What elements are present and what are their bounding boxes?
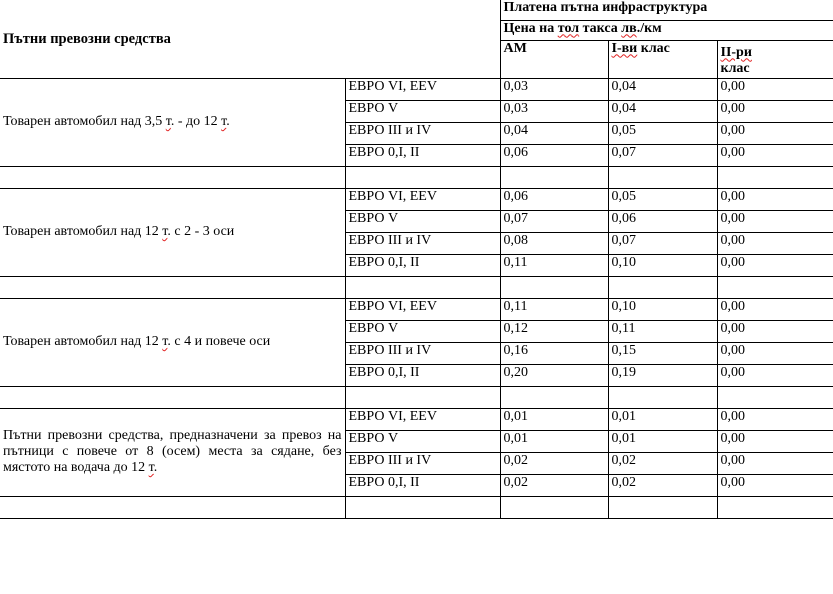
class1-price-cell: 0,07 — [608, 232, 717, 254]
vehicle-type-cell: Товарен автомобил над 12 т. с 4 и повече оси — [0, 298, 345, 386]
class1-price-cell: 0,15 — [608, 342, 717, 364]
spacer-row — [0, 276, 833, 298]
table-row — [0, 298, 833, 320]
class1-price-cell: 0,11 — [608, 320, 717, 342]
class1-price-cell: 0,19 — [608, 364, 717, 386]
empty-cell — [0, 276, 345, 298]
euro-class-cell: ЕВРО 0,I, II — [345, 364, 500, 386]
class1-price-cell: 0,04 — [608, 100, 717, 122]
empty-cell — [500, 166, 608, 188]
euro-class-cell: ЕВРО 0,I, II — [345, 474, 500, 496]
euro-class-cell: ЕВРО VI, EEV — [345, 298, 500, 320]
euro-class-cell: ЕВРО III и IV — [345, 122, 500, 144]
empty-cell — [345, 166, 500, 188]
am-price-cell: 0,04 — [500, 122, 608, 144]
class2-price-cell: 0,00 — [717, 474, 833, 496]
class1-header-cell — [608, 40, 717, 78]
euro-class-cell: ЕВРО 0,I, II — [345, 254, 500, 276]
am-price-cell: 0,20 — [500, 364, 608, 386]
euro-class-cell: ЕВРО 0,I, II — [345, 144, 500, 166]
am-price-cell: 0,06 — [500, 188, 608, 210]
class2-header-cell — [717, 40, 833, 78]
class1-price-cell: 0,10 — [608, 298, 717, 320]
class2-price-cell: 0,00 — [717, 144, 833, 166]
class1-price-cell: 0,07 — [608, 144, 717, 166]
vehicles-header: Пътни превозни средства — [3, 30, 171, 47]
empty-cell — [717, 496, 833, 518]
euro-class-cell: ЕВРО III и IV — [345, 452, 500, 474]
class2-price-cell: 0,00 — [717, 232, 833, 254]
empty-cell — [717, 386, 833, 408]
class2-price-cell: 0,00 — [717, 298, 833, 320]
empty-cell — [0, 386, 345, 408]
am-price-cell: 0,01 — [500, 430, 608, 452]
euro-class-cell: ЕВРО V — [345, 100, 500, 122]
am-price-cell: 0,12 — [500, 320, 608, 342]
class2-price-cell: 0,00 — [717, 210, 833, 232]
table-row — [0, 78, 833, 100]
am-header: АМ — [503, 40, 527, 56]
class2-price-cell: 0,00 — [717, 100, 833, 122]
class1-price-cell: 0,01 — [608, 430, 717, 452]
infrastructure-header-cell — [500, 0, 833, 20]
price-header: Цена на тол такса лв./км — [503, 20, 662, 36]
class2-price-cell: 0,00 — [717, 364, 833, 386]
table-row — [0, 408, 833, 430]
class2-header: II-ри клас — [720, 44, 752, 76]
class2-price-cell: 0,00 — [717, 342, 833, 364]
empty-cell — [0, 166, 345, 188]
class2-price-cell: 0,00 — [717, 78, 833, 100]
infrastructure-header: Платена пътна инфраструктура — [503, 0, 708, 15]
header-row-1 — [0, 0, 833, 20]
vehicle-type-cell: Товарен автомобил над 3,5 т. - до 12 т. — [0, 78, 345, 166]
class1-price-cell: 0,06 — [608, 210, 717, 232]
am-price-cell: 0,11 — [500, 254, 608, 276]
empty-cell — [345, 496, 500, 518]
euro-class-cell: ЕВРО VI, EEV — [345, 408, 500, 430]
empty-cell — [608, 496, 717, 518]
vehicles-header-cell — [0, 0, 500, 78]
spacer-row — [0, 496, 833, 518]
class1-price-cell: 0,10 — [608, 254, 717, 276]
empty-cell — [717, 166, 833, 188]
class2-price-cell: 0,00 — [717, 188, 833, 210]
class2-price-cell: 0,00 — [717, 320, 833, 342]
empty-cell — [345, 386, 500, 408]
euro-class-cell: ЕВРО III и IV — [345, 232, 500, 254]
empty-cell — [717, 276, 833, 298]
table-row — [0, 188, 833, 210]
euro-class-cell: ЕВРО VI, EEV — [345, 188, 500, 210]
empty-cell — [0, 496, 345, 518]
am-price-cell: 0,08 — [500, 232, 608, 254]
class1-price-cell: 0,02 — [608, 452, 717, 474]
am-price-cell: 0,03 — [500, 100, 608, 122]
class2-price-cell: 0,00 — [717, 254, 833, 276]
class2-price-cell: 0,00 — [717, 408, 833, 430]
am-price-cell: 0,06 — [500, 144, 608, 166]
am-price-cell: 0,07 — [500, 210, 608, 232]
am-price-cell: 0,02 — [500, 474, 608, 496]
class2-price-cell: 0,00 — [717, 430, 833, 452]
am-price-cell: 0,02 — [500, 452, 608, 474]
empty-cell — [608, 166, 717, 188]
class1-price-cell: 0,05 — [608, 188, 717, 210]
am-price-cell: 0,03 — [500, 78, 608, 100]
class1-price-cell: 0,05 — [608, 122, 717, 144]
class1-price-cell: 0,04 — [608, 78, 717, 100]
vehicle-type-cell: Пътни превозни средства, предназначени за превоз на пътници с повече от 8 (осем) места за сядане, без мястото на водача до 12 т. — [0, 408, 345, 496]
spacer-row — [0, 166, 833, 188]
price-header-cell — [500, 20, 833, 40]
am-header-cell — [500, 40, 608, 78]
class1-header: I-ви клас — [611, 40, 670, 56]
empty-cell — [500, 386, 608, 408]
empty-cell — [608, 276, 717, 298]
am-price-cell: 0,16 — [500, 342, 608, 364]
class1-price-cell: 0,02 — [608, 474, 717, 496]
spacer-row — [0, 386, 833, 408]
euro-class-cell: ЕВРО V — [345, 430, 500, 452]
class1-price-cell: 0,01 — [608, 408, 717, 430]
am-price-cell: 0,11 — [500, 298, 608, 320]
empty-cell — [608, 386, 717, 408]
euro-class-cell: ЕВРО VI, EEV — [345, 78, 500, 100]
class2-price-cell: 0,00 — [717, 452, 833, 474]
euro-class-cell: ЕВРО V — [345, 320, 500, 342]
class2-price-cell: 0,00 — [717, 122, 833, 144]
empty-cell — [500, 276, 608, 298]
vehicle-type-cell: Товарен автомобил над 12 т. с 2 - 3 оси — [0, 188, 345, 276]
euro-class-cell: ЕВРО III и IV — [345, 342, 500, 364]
empty-cell — [500, 496, 608, 518]
am-price-cell: 0,01 — [500, 408, 608, 430]
euro-class-cell: ЕВРО V — [345, 210, 500, 232]
empty-cell — [345, 276, 500, 298]
